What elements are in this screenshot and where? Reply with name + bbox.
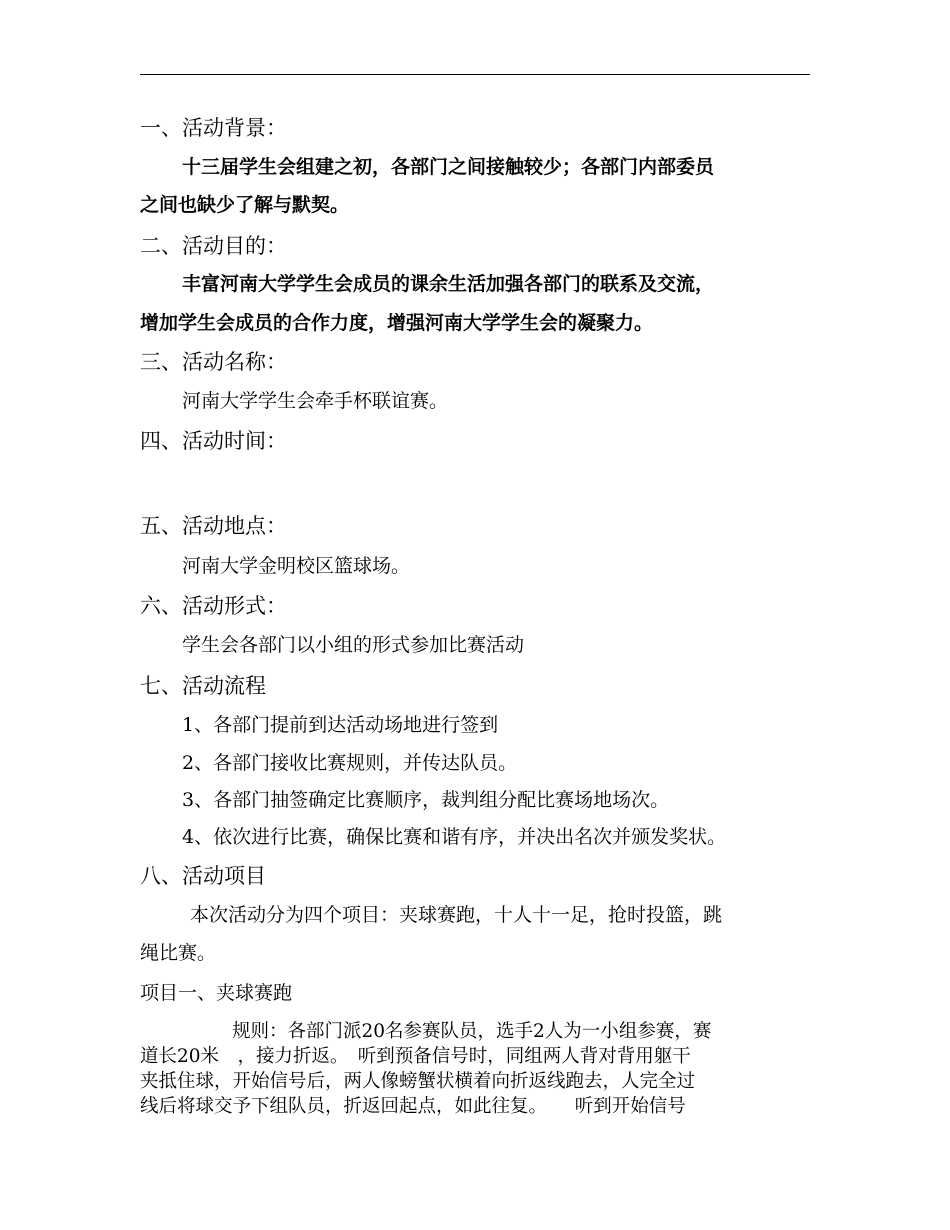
item1-heading: 项目一、夹球赛跑 <box>140 982 293 1004</box>
item1-rules-line-4: 线后将球交予下组队员，折返回起点，如此往复。 听到开始信号 <box>140 1096 686 1117</box>
section-heading-items: 八、活动项目 <box>140 864 266 888</box>
process-step-3: 3、各部门抽签确定比赛顺序，裁判组分配比赛场地场次。 <box>182 789 670 811</box>
process-step-4: 4、依次进行比赛，确保比赛和谐有序，并决出名次并颁发奖状。 <box>182 826 727 848</box>
section-heading-time: 四、活动时间： <box>140 429 287 453</box>
items-line-1: 本次活动分为四个项目：夹球赛跑，十人十一足，抢时投篮，跳 <box>190 904 723 926</box>
section-heading-purpose: 二、活动目的： <box>140 234 287 258</box>
purpose-line-2: 增加学生会成员的合作力度，增强河南大学学生会的凝聚力。 <box>140 312 654 334</box>
item1-rules-line-1: 规则：各部门派20名参赛队员，选手2人为一小组参赛，赛 <box>232 1021 712 1042</box>
section-heading-form: 六、活动形式： <box>140 594 287 618</box>
background-line-1: 十三届学生会组建之初，各部门之间接触较少；各部门内部委员 <box>182 156 715 178</box>
section-heading-location: 五、活动地点： <box>140 514 287 538</box>
purpose-line-1: 丰富河南大学学生会成员的课余生活加强各部门的联系及交流， <box>182 273 715 295</box>
name-line-1: 河南大学学生会牵手杯联谊赛。 <box>182 390 449 412</box>
header-rule <box>140 74 810 75</box>
section-heading-name: 三、活动名称： <box>140 350 287 374</box>
item1-rules-line-3: 夹抵住球，开始信号后，两人像螃蟹状横着向折返线跑去，人完全过 <box>140 1071 696 1092</box>
items-line-2: 绳比赛。 <box>140 942 217 964</box>
form-line-1: 学生会各部门以小组的形式参加比赛活动 <box>182 634 525 656</box>
section-heading-background: 一、活动背景： <box>140 116 287 140</box>
item1-rules-line-2: 道长20米 ，接力折返。 听到预备信号时，同组两人背对背用躯干 <box>140 1046 691 1067</box>
location-line-1: 河南大学金明校区篮球场。 <box>182 555 411 577</box>
process-step-2: 2、各部门接收比赛规则，并传达队员。 <box>182 752 518 774</box>
section-heading-process: 七、活动流程 <box>140 674 266 698</box>
process-step-1: 1、各部门提前到达活动场地进行签到 <box>182 714 499 736</box>
background-line-2: 之间也缺少了解与默契。 <box>140 194 350 216</box>
